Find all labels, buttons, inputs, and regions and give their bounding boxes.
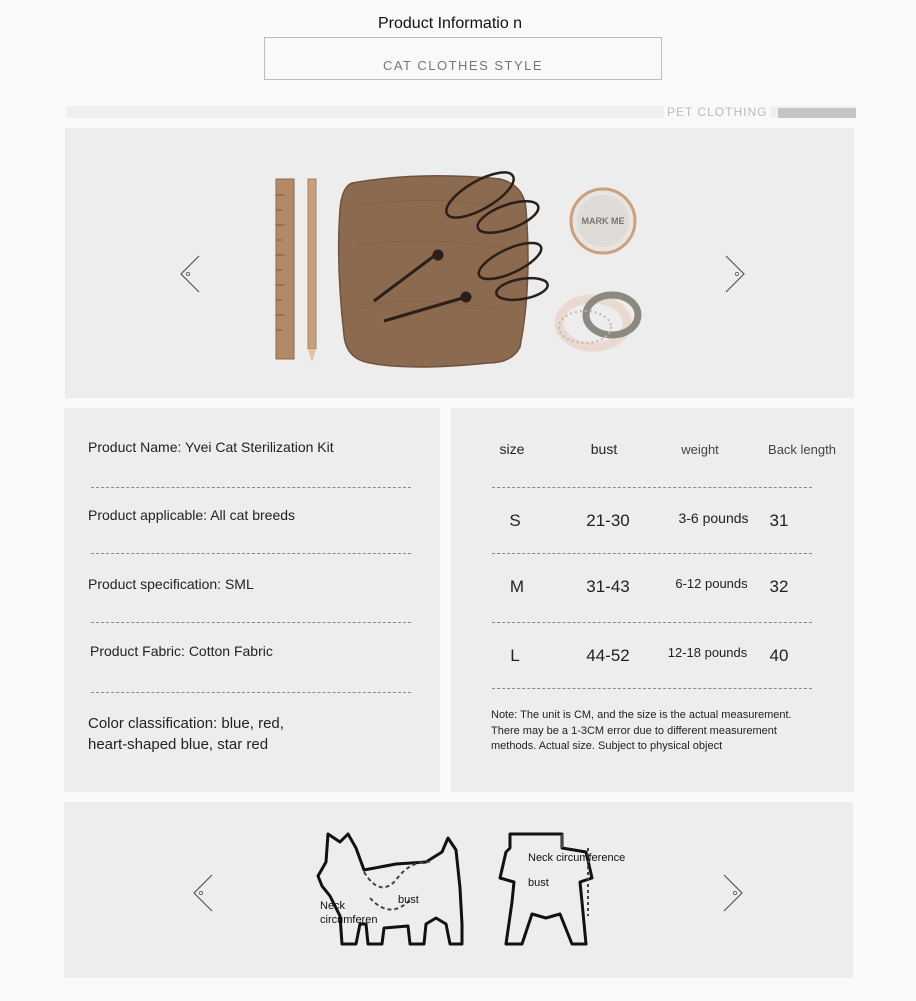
table-header-bust: bust [590,441,618,457]
divider [91,622,411,623]
prev-arrow-icon[interactable] [173,254,203,294]
table-header-weight: weight [681,442,719,457]
size-note: Note: The unit is CM, and the size is the actual measurement. There may be a 1-3CM error due to different measurement methods. Actual size. Subject to physical object [491,709,792,752]
table-cell-weight: 3-6 pounds [678,510,749,526]
page-title: Product Informatio n [370,12,540,34]
dog-outline-icon [318,834,462,944]
section-divider-accent [778,108,856,118]
table-cell-bust: 31-43 [586,577,630,596]
table-cell-size: L [510,646,520,665]
neck-label: Neck [320,900,346,912]
table-cell-back-length: 32 [769,577,789,596]
bust-label: bust [528,877,549,889]
table-cell-back-length: 40 [769,646,789,665]
spec-color-line-1: Color classification: blue, red, [88,715,284,732]
divider [492,688,812,689]
divider [91,487,411,488]
table-header-back-length: Back length [768,442,836,457]
spec-product-name: Product Name: Yvei Cat Sterilization Kit [88,439,334,455]
divider [91,553,411,554]
divider [492,553,812,554]
measurement-diagram [300,820,660,960]
spec-specification: Product specification: SML [88,576,254,592]
sewing-tools-image [260,165,660,375]
cat-clothes-outline-icon [500,834,592,944]
divider [91,692,411,693]
tape-measure-icon [559,295,638,347]
section-label: PET CLOTHING [664,105,770,119]
table-cell-bust: 44-52 [586,646,630,665]
table-cell-back-length: 31 [769,511,789,530]
divider [492,487,812,488]
spec-color-line-2: heart-shaped blue, star red [88,736,269,753]
table-cell-size: M [509,577,525,596]
neck-circumference-label: Neck circumference [528,852,626,864]
divider [492,622,812,623]
spec-applicable: Product applicable: All cat breeds [88,507,296,523]
badge-text: MARK ME [581,216,625,226]
table-cell-weight: 12-18 pounds [667,645,748,660]
next-arrow-icon[interactable] [720,873,750,913]
pencil-icon [308,179,316,349]
bust-label: bust [398,894,419,906]
spec-fabric: Product Fabric: Cotton Fabric [90,643,273,659]
table-cell-bust: 21-30 [586,511,630,530]
table-cell-size: S [509,511,521,530]
prev-arrow-icon[interactable] [186,873,216,913]
next-arrow-icon[interactable] [722,254,752,294]
ruler-icon [276,179,294,359]
table-cell-weight: 6-12 pounds [675,576,748,591]
circumference-label: circumferen [320,913,378,926]
table-header-size: size [499,441,525,457]
page-subtitle: CAT CLOTHES STYLE [382,58,544,73]
